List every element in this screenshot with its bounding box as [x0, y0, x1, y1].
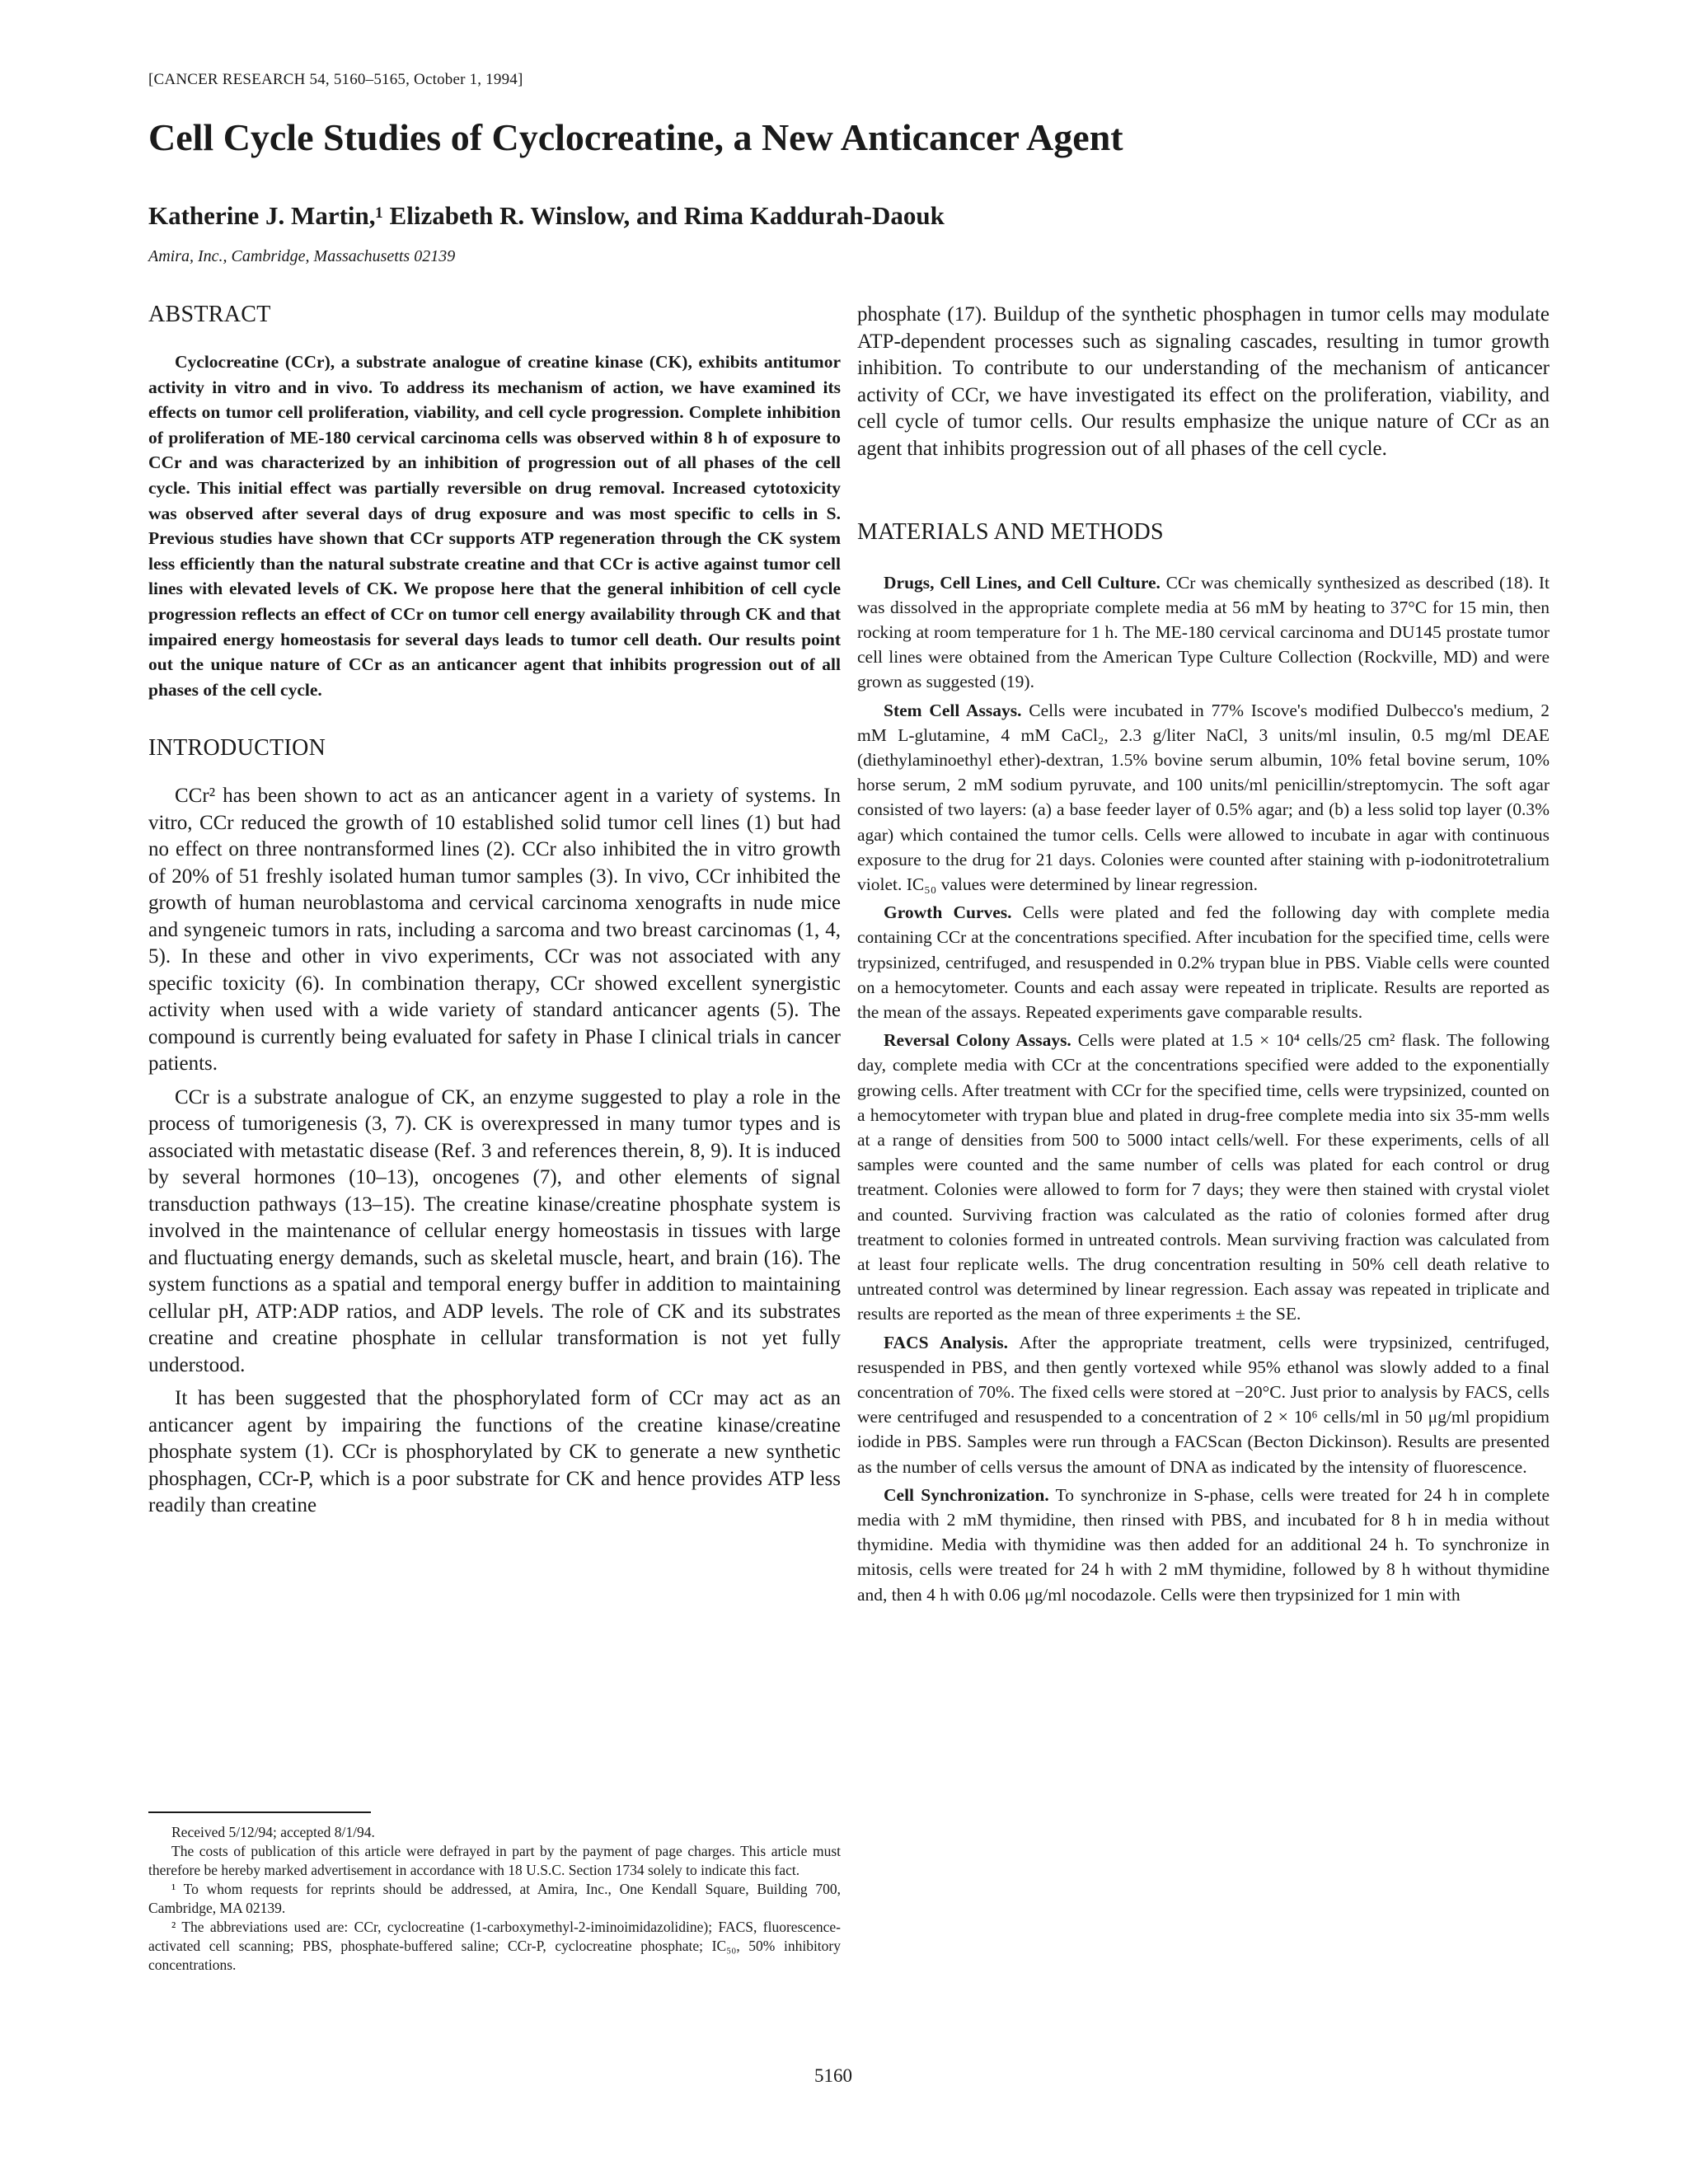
method-subheading: FACS Analysis. [884, 1332, 1008, 1352]
intro-continuation: phosphate (17). Buildup of the synthetic phosphagen in tumor cells may modulate ATP-dependent processes such as signaling cascades, resulting in tumor growth inhibition. To contribute to our understanding of the mechanism of anticancer activity of CCr, we have investigated its effect on the proliferation, viability, and cell cycle of tumor cells. Our results emphasize the unique nature of CCr as an agent that inhibits progression out of all phases of the cell cycle. [857, 303, 1550, 460]
running-head: [CANCER RESEARCH 54, 5160–5165, October 1, 1994] [148, 71, 523, 88]
footnote: Received 5/12/94; accepted 8/1/94. [171, 1824, 375, 1840]
right-column [857, 302, 1550, 1610]
author-list: Katherine J. Martin,¹ Elizabeth R. Winslow, and Rima Kaddurah-Daouk [148, 201, 945, 230]
method-subheading: Reversal Colony Assays. [884, 1030, 1071, 1051]
abstract-heading: ABSTRACT [148, 302, 271, 327]
method-paragraph [857, 698, 1550, 898]
method-subheading: Cell Synchronization. [884, 1484, 1049, 1505]
introduction-section [148, 735, 841, 1520]
abstract-section [148, 302, 841, 702]
methods-heading: MATERIALS AND METHODS [857, 518, 1164, 545]
footnote: The costs of publication of this article were defrayed in part by the payment of page charges. This article must therefore be hereby marked advertisement in accordance with 18 U.S.C. Section 1734 solely to indicate this fact. [148, 1843, 841, 1878]
method-text: To synchronize in S-phase, cells were treated for 24 h in complete media with 2 mM thymidine, then rinsed with PBS, and incubated for 8 h in media without thymidine. Media with thymidine was then added for an additional 24 h. To synchronize in mitosis, cells were treated for 24 h with 2 mM thymidine, followed by 8 h without thymidine and, then 4 h with 0.06 μg/ml nocodazole. Cells were then trypsinized for 1 min with [857, 1484, 1550, 1605]
methods-section [857, 519, 1550, 1607]
method-text: After the appropriate treatment, cells were trypsinized, centrifuged, resuspended in PBS, and then gently vortexed while 95% ethanol was slowly added to a final concentration of 70%. The fixed cells were stored at −20°C. Just prior to analysis by FACS, cells were centrifuged and resuspended to a concentration of 2 × 10⁶ cells/ml in 50 μg/ml propidium iodide in PBS. Samples were run through a FACScan (Becton Dickinson). Results are presented as the number of cells versus the amount of DNA as indicated by the intensity of fluorescence. [857, 1332, 1550, 1477]
footnote-divider [148, 1811, 371, 1813]
method-paragraph [857, 1330, 1550, 1479]
intro-paragraph: It has been suggested that the phosphorylated form of CCr may act as an anticancer agent by impairing the functions of the creatine kinase/creatine phosphate system (1). CCr is phosphorylated by CK to generate a new synthetic phosphagen, CCr-P, which is a poor substrate for CK and hence provides ATP less readily than creatine [148, 1387, 841, 1517]
method-text: CCr was chemically synthesized as described (18). It was dissolved in the appropriate complete media at 56 mM by heating to 37°C for 15 min, then rocking at room temperature for 1 h. The ME-180 cervical carcinoma and DU145 prostate tumor cell lines were obtained from the American Type Culture Collection (Rockville, MD) and were grown as suggested (19). [857, 572, 1550, 692]
left-column [148, 302, 841, 1526]
method-paragraph [857, 570, 1550, 695]
introduction-heading: INTRODUCTION [148, 735, 326, 762]
method-paragraph [857, 900, 1550, 1024]
page-number: 5160 [814, 2065, 852, 2086]
method-subheading: Drugs, Cell Lines, and Cell Culture. [884, 572, 1160, 593]
footnote: ² The abbreviations used are: CCr, cyclocreatine (1-carboxymethyl-2-iminoimidazolidine); FACS, fluorescence-activated cell scanning; PBS, phosphate-buffered saline; CCr-P, cyclocreatine phosphate; IC₅₀, 50% inhibitory concentrations. [148, 1919, 841, 1973]
intro-paragraph: CCr is a substrate analogue of CK, an enzyme suggested to play a role in the process of tumorigenesis (3, 7). CK is overexpressed in many tumor types and is associated with metastatic disease (Ref. 3 and references therein, 8, 9). It is induced by several hormones (10–13), oncogenes (7), and other elements of signal transduction pathways (13–15). The creatine kinase/creatine phosphate system is involved in the maintenance of cellular energy homeostasis in tissues with large and fluctuating energy demands, such as skeletal muscle, heart, and brain (16). The system functions as a spatial and temporal energy buffer in addition to maintaining cellular pH, ATP:ADP ratios, and ADP levels. The role of CK and its substrates creatine and creatine phosphate in cellular transformation is not yet fully understood. [148, 1085, 841, 1376]
method-subheading: Stem Cell Assays. [884, 700, 1022, 720]
method-text: Cells were incubated in 77% Iscove's modified Dulbecco's medium, 2 mM L-glutamine, 4 mM CaCl₂, 2.3 g/liter NaCl, 3 units/ml insulin, 0.5 mg/ml DEAE (diethylaminoethyl ether)-dextran, 1.5% bovine serum albumin, 10% fetal bovine serum, 10% horse serum, 2 mM sodium pyruvate, and 100 units/ml penicillin/streptomycin. The soft agar consisted of two layers: (a) a base feeder layer of 0.5% agar; and (b) a less solid top layer (0.3% agar) which contained the tumor cells. Cells were allowed to incubate in agar with continuous exposure to the drug for 21 days. Colonies were counted after staining with p-iodonitrotetralium violet. IC₅₀ values were determined by linear regression. [857, 700, 1550, 894]
affiliation: Amira, Inc., Cambridge, Massachusetts 02139 [148, 247, 456, 265]
footnote: ¹ To whom requests for reprints should be addressed, at Amira, Inc., One Kendall Square, Building 700, Cambridge, MA 02139. [148, 1881, 841, 1916]
method-paragraph [857, 1028, 1550, 1326]
method-text: Cells were plated at 1.5 × 10⁴ cells/25 cm² flask. The following day, complete media with CCr at the concentrations specified were added to the exponentially growing cells. After treatment with CCr for the specified time, cells were trypsinized, counted on a hemocytometer with trypan blue and plated in drug-free complete media into six 35-mm wells at a range of densities from 500 to 5000 intact cells/well. For these experiments, cells of all samples were counted and the same number of cells was plated for each control or drug treatment. Colonies were allowed to form for 7 days; they were then stained with crystal violet and counted. Surviving fraction was calculated as the ratio of colonies formed after drug treatment to colonies formed in untreated controls. Mean surviving fraction was calculated from at least four replicate wells. The drug concentration resulting in 50% cell death relative to untreated control was determined by linear regression. Each assay was repeated in triplicate and results are reported as the mean of three experiments ± the SE. [857, 1030, 1550, 1324]
method-subheading: Growth Curves. [884, 902, 1012, 923]
method-paragraph [857, 1483, 1550, 1607]
footnotes [148, 1811, 841, 1975]
article-title: Cell Cycle Studies of Cyclocreatine, a New Anticancer Agent [148, 116, 1123, 158]
method-text: Cells were plated and fed the following day with complete media containing CCr at the concentrations specified. After incubation for the specified time, cells were trypsinized, centrifuged, and resuspended in 0.2% trypan blue in PBS. Viable cells were counted on a hemocytometer. Counts and each assay were repeated in triplicate. Results are reported as the mean of the assays. Repeated experiments gave comparable results. [857, 902, 1550, 1023]
abstract-text: Cyclocreatine (CCr), a substrate analogue of creatine kinase (CK), exhibits antitumor activity in vitro and in vivo. To address its mechanism of action, we have examined its effects on tumor cell proliferation, viability, and cell cycle progression. Complete inhibition of proliferation of ME-180 cervical carcinoma cells was observed within 8 h of exposure to CCr and was characterized by an inhibition of progression out of all phases of the cell cycle. This initial effect was partially reversible on drug removal. Increased cytotoxicity was observed after several days of drug exposure and was most specific to cells in S. Previous studies have shown that CCr supports ATP regeneration through the CK system less efficiently than the natural substrate creatine and that CCr is active against tumor cell lines with elevated levels of CK. We propose here that the general inhibition of cell cycle progression reflects an effect of CCr on tumor cell energy availability through CK and that impaired energy homeostasis for several days leads to tumor cell death. Our results point out the unique nature of CCr as an anticancer agent that inhibits progression out of all phases of the cell cycle. [148, 352, 841, 700]
intro-paragraph: CCr² has been shown to act as an anticancer agent in a variety of systems. In vitro, CCr reduced the growth of 10 established solid tumor cell lines (1) but had no effect on three nontransformed lines (2). CCr also inhibited the in vitro growth of 20% of 51 freshly isolated human tumor samples (3). In vivo, CCr inhibited the growth of human neuroblastoma and cervical carcinoma xenografts in nude mice and syngeneic tumors in rats, including a sarcoma and two breast carcinomas (1, 4, 5). In these and other in vivo experiments, CCr was not associated with any specific toxicity (6). In combination therapy, CCr showed excellent synergistic activity when used with a wide variety of standard anticancer agents (5). The compound is currently being evaluated for safety in Phase I clinical trials in cancer patients. [148, 785, 841, 1076]
